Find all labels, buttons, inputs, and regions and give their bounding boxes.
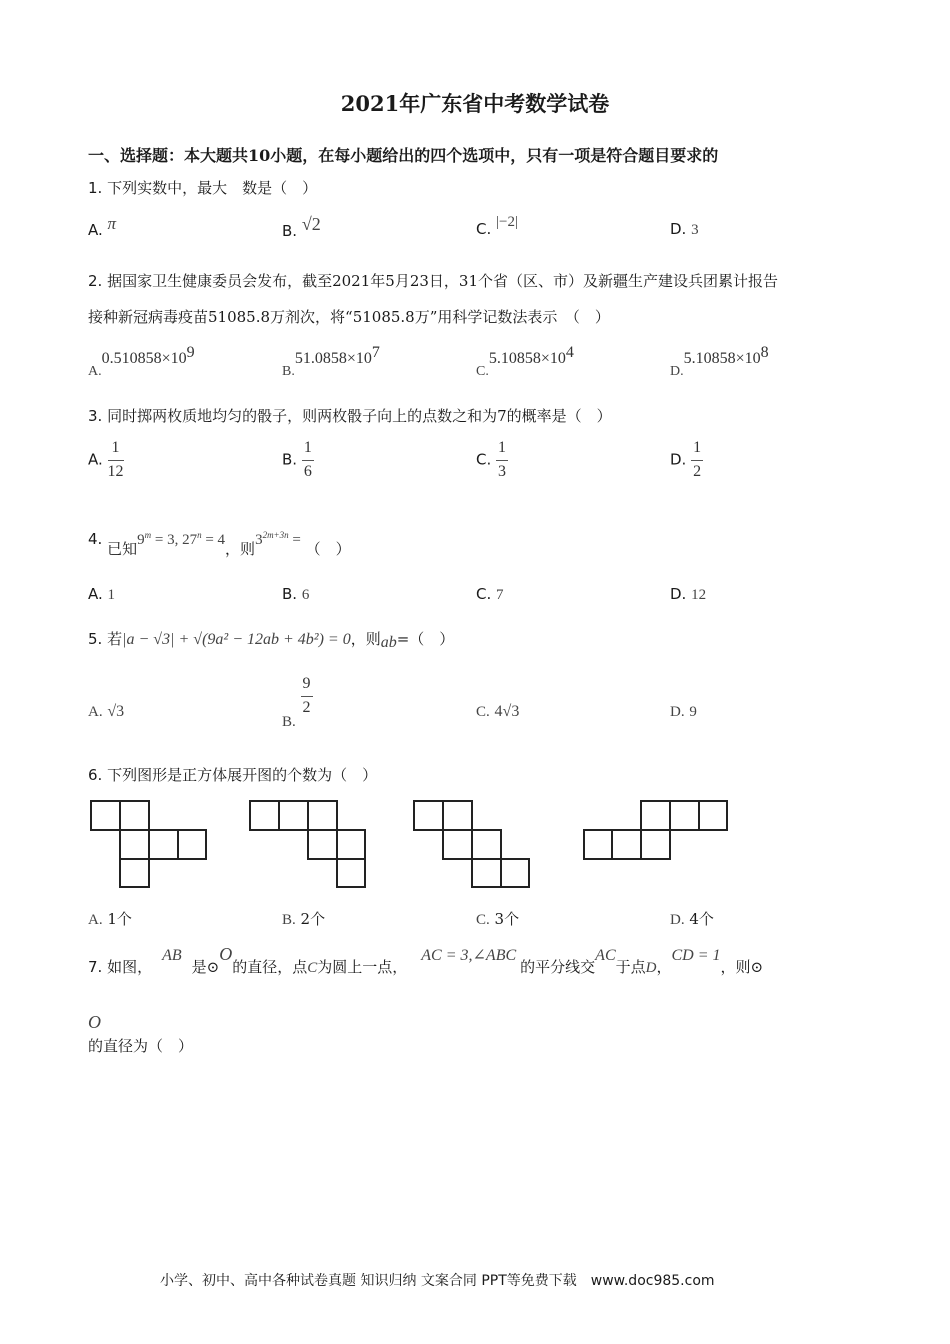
question-pre: 已知 [107,540,138,558]
option-value: 4√3 [494,703,520,720]
question-number: 1. [88,179,103,197]
cube-net-figure-2 [249,800,369,890]
section-heading: 一、选择题：本大题共10小题，在每小题给出的四个选项中，只有一项是符合题目要求的 [88,146,719,165]
option-value: 5.10858×10 [683,350,761,367]
fraction: $\frac{1}{6}$ [303,439,312,480]
option-b [282,585,309,604]
option-label: A. [88,221,103,239]
option-label: B. [282,364,295,379]
option-b [282,440,314,481]
option-value: 4个 [689,910,714,928]
option-label: A. [88,704,103,720]
option-label: B. [282,912,296,928]
option-c [476,440,508,481]
option-d [670,344,769,379]
option-a [88,702,124,721]
option-value: 6 [301,587,310,603]
cube-net-figure-3 [413,800,533,890]
option-value: √3 [107,703,125,720]
question-6 [88,764,377,785]
option-b [282,214,321,241]
option-b [282,675,313,731]
option-exponent: 8 [760,344,769,361]
fraction: $\frac{9}{2}$ [302,675,311,716]
option-label: C. [476,912,490,928]
fraction: $\frac{1}{12}$ [107,439,124,480]
option-d [670,440,703,481]
option-label: A. [88,450,103,469]
question-number: 3. [88,407,103,425]
option-label: A. [88,912,103,928]
option-label: C. [476,704,490,720]
option-label: C. [476,364,489,379]
option-value: |−2| [496,214,518,230]
option-label: D. [670,450,687,469]
option-label: B. [282,222,298,240]
option-c [476,908,519,929]
question-number: 7. [88,958,103,976]
option-value: 12 [691,587,707,603]
question-7: 7. 如图，AB是⊙O的直径，点C为圆上一点，AC = 3,∠ABC的平分线交AC于点D，CD = 1，则⊙ [88,944,764,976]
question-5: 5. 若|a − √3| + √(9a² − 12ab + 4b²) = 0，则ab=（ ） [88,630,455,651]
option-a [88,344,195,379]
option-exponent: 9 [186,344,195,361]
option-label: D. [670,912,685,928]
option-c [476,214,518,239]
question-2 [88,270,778,291]
question-4: 4. 已知9$^m$ = 3, 27$^n$ = 4，则$3^{2m+3n}$ = （ ） [88,530,351,558]
footer-text: 小学、初中、高中各种试卷真题 知识归纳 文案合同 PPT等免费下载 www.doc985.com [160,1273,715,1289]
question-number: 6. [88,766,103,784]
option-exponent: 7 [371,344,380,361]
option-value: 3个 [494,910,520,928]
option-b [282,344,380,379]
option-c [476,344,574,379]
option-value: 9 [689,704,697,720]
option-label: D. [670,220,687,238]
option-label: A. [88,364,102,379]
option-label: D. [670,704,685,720]
option-value: 2个 [300,910,326,928]
option-value: 5.10858×10 [488,350,566,367]
option-a [88,908,132,929]
option-d [670,585,706,604]
option-label: B. [282,585,298,603]
question-1 [88,177,317,198]
option-exponent: 4 [565,344,574,361]
question-text: 下列实数中，最大 数是（ ） [107,179,318,197]
question-number: 5. [88,630,103,648]
option-label: C. [476,450,492,469]
option-label: D. [670,585,687,603]
question-3 [88,405,612,426]
question-7-line2: O 的直径为（ ） [88,1012,194,1055]
option-value: π [107,214,117,233]
option-value: √2 [301,214,321,234]
fraction: $\frac{1}{3}$ [498,439,507,480]
page-title: 2021年广东省中考数学试卷 [340,91,610,116]
condition-expression: |a − √3| + √(9a² − 12ab + 4b²) = 0 [122,631,351,648]
option-b [282,908,325,929]
question-pre: 若 [107,630,123,648]
option-value: 0.510858×10 [101,350,187,367]
option-label: D. [670,364,684,379]
option-d [670,702,697,721]
fraction: $\frac{1}{2}$ [693,439,702,480]
option-d [670,220,699,239]
option-c [476,702,519,721]
option-label: B. [282,450,298,469]
option-value: 3 [691,222,699,238]
question-text-line2: 接种新冠病毒疫苗51085.8万剂次，将“51085.8万”用科学记数法表示 （ ） [88,308,610,326]
option-d [670,908,714,929]
option-a [88,214,117,240]
option-value: 51.0858×10 [294,350,372,367]
option-label: C. [476,220,492,238]
cube-net-figure-1 [90,800,210,890]
question-text: 下列图形是正方体展开图的个数为（ ） [107,766,378,784]
option-value: 1 [107,587,116,603]
option-a [88,440,124,481]
question-number: 2. [88,272,103,290]
option-value: 7 [496,587,504,603]
option-label: C. [476,585,492,603]
option-c [476,585,504,604]
option-value: 1个 [107,910,132,928]
question-text: 同时掷两枚质地均匀的骰子，则两枚骰子向上的点数之和为7的概率是（ ） [107,407,612,425]
question-number: 4. [88,530,103,548]
option-label: B. [282,714,296,731]
option-label: A. [88,585,103,603]
option-a [88,585,115,604]
question-text-line1: 据国家卫生健康委员会发布，截至2021年5月23日，31个省（区、市）及新疆生产建设兵团累计报告 [107,272,778,290]
cube-net-figure-4 [583,800,733,862]
